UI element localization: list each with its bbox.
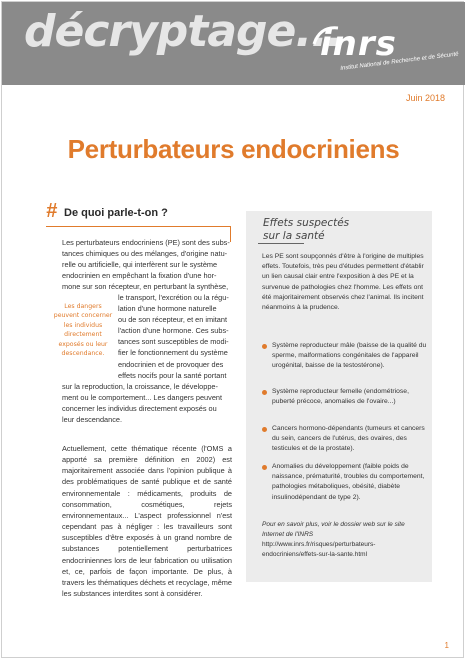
text-line: ment ou le comportement... Les dangers peuvent [62, 393, 223, 403]
bullet-text: Système reproducteur mâle (baisse de la qualité du sperme, malformations congénitales de l'appareil urogénital, baisse de la testostérone). [272, 342, 427, 370]
series-title: décryptage... [24, 6, 343, 57]
text-line: relle ou artificielle, qui interfèrent sur le système [62, 260, 218, 270]
box-title [263, 217, 349, 243]
text-line: l'action d'une hormone. Ces subs- [118, 326, 229, 336]
effect-bullet [262, 462, 428, 503]
pull-quote: Les dangers peuvent concerner les individus directement exposés ou leur descendance. [53, 303, 113, 358]
bullet-dot-icon [262, 465, 267, 470]
text-line: leur descendance. [62, 415, 123, 425]
text-line: endocrinien et de provoquer des [118, 359, 224, 369]
text-line: lation d'une hormone naturelle [118, 304, 217, 314]
bullet-text: Système reproducteur femelle (endométriose, puberté précoce, anomalies de l'ovaire...) [272, 388, 409, 406]
text-line: Les perturbateurs endocriniens (PE) sont des subs- [62, 238, 230, 247]
effect-bullet [262, 387, 428, 407]
logo-text: inrs [320, 24, 397, 64]
further-reading [262, 520, 426, 560]
publication-date: Juin 2018 [405, 93, 445, 103]
logo-subtitle: Institut National de Recherche et de Sécurité [340, 51, 459, 72]
section-heading [46, 200, 230, 227]
text-line: endocrinien en empêchant la fixation d'une hor- [62, 271, 217, 281]
page-title: Perturbateurs endocriniens [67, 134, 400, 164]
text-line: sur la reproduction, la croissance, le développe- [62, 382, 218, 391]
box-title-rule [258, 243, 304, 244]
text-line: effets nocifs pour la santé portant [118, 370, 227, 380]
box-title-line: sur la santé [263, 230, 325, 242]
bullet-text: Cancers hormono-dépendants (tumeurs et cancers du sein, cancers de l'utérus, des ovaires, des testicules et de la prostate). [272, 425, 425, 453]
paragraph-2 [62, 443, 232, 599]
bullet-dot-icon [262, 427, 267, 432]
bullet-dot-icon [262, 390, 267, 395]
text-line: mone sur son récepteur, en perturbant la synthèse, [62, 282, 229, 292]
inrs-logo [302, 24, 459, 80]
bullet-dot-icon [262, 344, 267, 349]
box-title-line: Effets suspectés [263, 217, 350, 229]
hash-icon: # [46, 200, 58, 222]
effect-bullet [262, 341, 428, 372]
page-number: 1 [444, 641, 449, 650]
paragraph-text: Actuellement, cette thématique récente (l'OMS a apporté sa première définition en 2002) est majoritairement associée dans l'opinion publique à des problématiques de santé publique et de santé environnementale : médicaments, produits de consommation, cosmétiques, rejets environnementaux... L'aspect professionnel n'est cependant pas à négliger : les travailleurs sont susceptibles d'être exposés à un grand nombre de substances potentiellement perturbatrices endocriniennes lors de leur fabrication ou utilisation et, ce, parfois de façon importante. De plus, à travers les thématiques déchets et recyclage, même les substances interdites sont à considérer. [62, 444, 232, 599]
narrow-lines [118, 292, 232, 381]
effect-bullet [262, 424, 428, 455]
text-line: fier le fonctionnement du système [118, 348, 228, 358]
wide-lines [62, 381, 232, 425]
box-intro: Les PE sont soupçonnés d'être à l'origine de multiples effets. Toutefois, très peu d'études permettent d'établir un lien causal clair entre l'exposition à des PE et la survenue de pathologies chez l'homme. Les effets ont été majoritairement observés chez l'animal. Ils incitent néanmoins à la prudence. [262, 253, 424, 312]
bullet-text: Anomalies du développement (faible poids de naissance, prématurité, troubles du comportement, pathologies métaboliques, obésité, diabète insulinodépendant de type 2). [272, 463, 425, 501]
text-line: le transport, l'excrétion ou la régu- [118, 293, 229, 302]
further-reading-label: Pour en savoir plus, voir le dossier web sur le site Internet de l'INRS [262, 521, 405, 538]
text-line: ou de son récepteur, et en imitant [118, 315, 228, 325]
text-line: tances sont susceptibles de modi- [118, 337, 229, 347]
section-title: De quoi parle-t-on ? [64, 207, 168, 219]
text-line: concerner les individus directement exposés ou [62, 404, 217, 414]
header-band [2, 2, 465, 85]
intro-lines [62, 237, 232, 292]
further-reading-link[interactable]: http://www.inrs.fr/risques/perturbateurs-endocriniens/effets-sur-la-sante.html [262, 541, 376, 558]
text-line: tances chimiques ou des mélanges, d'origine natu- [62, 249, 228, 259]
